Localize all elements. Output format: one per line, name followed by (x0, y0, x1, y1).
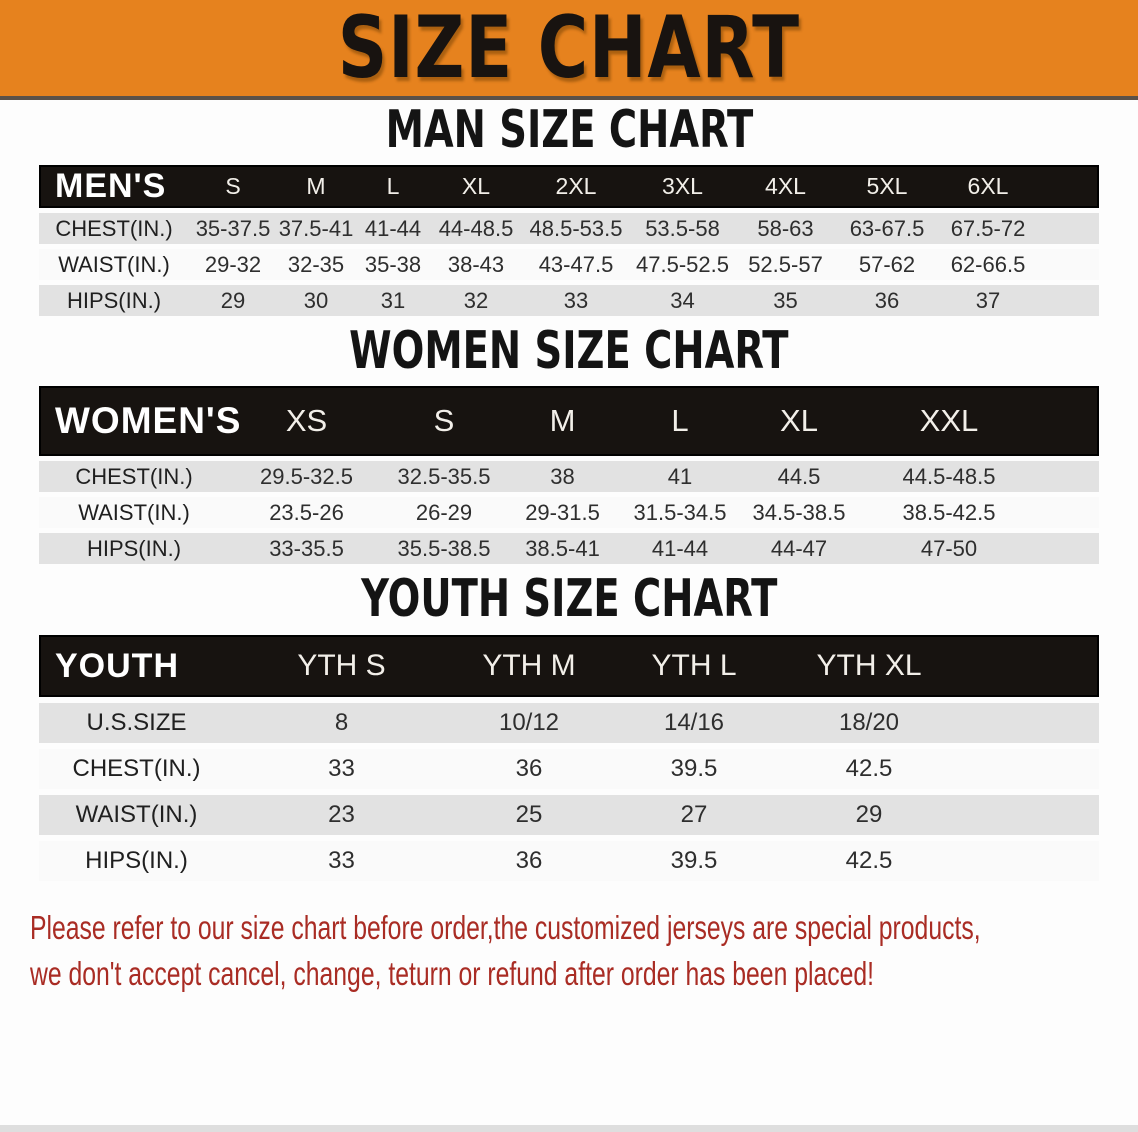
men-column-header-1: M (277, 165, 355, 208)
women-row-0-label: CHEST(IN.) (75, 463, 193, 489)
men-cell-2-7: 36 (874, 287, 900, 313)
women-column-header-spacer (1039, 386, 1099, 456)
women-table-row (39, 533, 1099, 564)
men-cell-0-2: 41-44 (364, 215, 422, 241)
youth-cell-2-spacer (959, 795, 1099, 835)
men-cell-1-2: 35-38 (364, 251, 422, 277)
youth-row-1-label: CHEST(IN.) (72, 755, 201, 782)
women-cell-1-0: 23.5-26 (269, 499, 344, 525)
youth-cell-0-spacer (959, 703, 1099, 743)
youth-table-row (39, 703, 1099, 743)
women-cell-1-4: 34.5-38.5 (752, 499, 846, 525)
men-column-header-4: 2XL (521, 165, 631, 208)
youth-header-row (39, 635, 1099, 697)
women-header-label: WOMEN'S (39, 386, 229, 456)
men-table-row (39, 285, 1099, 316)
men-cell-1-8: 62-66.5 (950, 251, 1026, 277)
youth-row-2-label: WAIST(IN.) (75, 801, 198, 828)
men-section-title-text: MAN SIZE CHART (385, 100, 753, 160)
women-cell-0-3: 41 (667, 463, 693, 489)
youth-size-table (39, 629, 1099, 887)
women-cell-0-0: 29.5-32.5 (260, 463, 353, 489)
men-row-1-label: WAIST(IN.) (58, 251, 170, 277)
youth-row-3-label: HIPS(IN.) (85, 847, 188, 874)
women-cell-2-1: 35.5-38.5 (397, 535, 491, 561)
men-row-2-label: HIPS(IN.) (66, 287, 162, 313)
order-note (30, 905, 1138, 997)
men-cell-0-0: 35-37.5 (195, 215, 271, 241)
men-cell-1-3: 38-43 (447, 251, 505, 277)
youth-column-header-spacer (959, 635, 1099, 697)
size-chart-banner (0, 0, 1138, 100)
men-cell-0-7: 63-67.5 (849, 215, 925, 241)
youth-section-title-text: YOUTH SIZE CHART (360, 569, 778, 629)
women-cell-1-1: 26-29 (415, 499, 473, 525)
men-cell-2-6: 35 (773, 287, 798, 313)
men-header-label: MEN'S (39, 165, 189, 208)
youth-section-title (0, 569, 1138, 629)
women-row-1-label: WAIST(IN.) (78, 499, 190, 525)
men-row-0-label: CHEST(IN.) (55, 215, 173, 241)
youth-cell-1-3: 42.5 (845, 755, 893, 782)
women-section-title-text: WOMEN SIZE CHART (349, 321, 789, 381)
men-column-header-0: S (189, 165, 277, 208)
men-cell-1-5: 47.5-52.5 (636, 251, 729, 277)
men-cell-1-0: 29-32 (204, 251, 262, 277)
men-cell-1-spacer (1039, 249, 1099, 280)
men-header-row (39, 165, 1099, 208)
men-cell-2-spacer (1039, 285, 1099, 316)
men-cell-0-6: 58-63 (757, 215, 814, 241)
women-column-header-3: L (621, 386, 739, 456)
youth-cell-0-0: 8 (334, 709, 349, 736)
women-header-row (39, 386, 1099, 456)
men-column-header-3: XL (431, 165, 521, 208)
men-cell-2-1: 30 (303, 287, 329, 313)
women-cell-1-5: 38.5-42.5 (902, 499, 996, 525)
youth-cell-1-1: 36 (515, 755, 543, 782)
men-cell-1-1: 32-35 (287, 251, 345, 277)
men-size-table (39, 160, 1099, 321)
youth-cell-3-1: 36 (515, 847, 543, 874)
men-cell-2-2: 31 (380, 287, 406, 313)
women-cell-1-spacer (1039, 497, 1099, 528)
men-cell-2-3: 32 (463, 287, 489, 313)
women-column-header-0: XS (229, 386, 384, 456)
youth-cell-3-0: 33 (328, 847, 355, 874)
men-cell-0-8: 67.5-72 (950, 215, 1026, 241)
men-cell-0-5: 53.5-58 (645, 215, 720, 241)
youth-cell-1-0: 33 (328, 755, 355, 782)
women-cell-0-2: 38 (550, 463, 575, 489)
men-column-header-6: 4XL (734, 165, 837, 208)
women-column-header-2: M (504, 386, 621, 456)
men-cell-2-8: 37 (975, 287, 1001, 313)
men-cell-1-7: 57-62 (858, 251, 916, 277)
youth-column-header-3: YTH XL (779, 635, 959, 697)
youth-cell-1-2: 39.5 (670, 755, 718, 782)
men-column-header-8: 6XL (937, 165, 1039, 208)
youth-cell-0-3: 18/20 (838, 709, 900, 736)
youth-column-header-0: YTH S (234, 635, 449, 697)
women-column-header-5: XXL (859, 386, 1039, 456)
women-cell-0-spacer (1039, 461, 1099, 492)
women-cell-0-4: 44.5 (777, 463, 821, 489)
men-cell-1-6: 52.5-57 (748, 251, 823, 277)
women-size-table (39, 381, 1099, 569)
men-cell-1-4: 43-47.5 (538, 251, 614, 277)
women-cell-2-0: 33-35.5 (269, 535, 344, 561)
women-column-header-4: XL (739, 386, 859, 456)
men-cell-0-4: 48.5-53.5 (529, 215, 623, 241)
men-table-row (39, 249, 1099, 280)
men-column-header-2: L (355, 165, 431, 208)
youth-cell-2-2: 27 (680, 801, 708, 828)
youth-header-label: YOUTH (39, 635, 234, 697)
men-section-title (0, 100, 1138, 160)
banner-title: SIZE CHART (337, 0, 801, 98)
women-cell-2-4: 44-47 (770, 535, 828, 561)
men-cell-2-0: 29 (220, 287, 246, 313)
youth-table-row (39, 795, 1099, 835)
women-cell-2-spacer (1039, 533, 1099, 564)
youth-table-row (39, 841, 1099, 881)
men-column-header-spacer (1039, 165, 1099, 208)
youth-row-0-label: U.S.SIZE (86, 709, 187, 736)
women-cell-2-3: 41-44 (651, 535, 709, 561)
women-cell-1-3: 31.5-34.5 (633, 499, 727, 525)
men-cell-0-3: 44-48.5 (438, 215, 514, 241)
youth-cell-3-3: 42.5 (845, 847, 893, 874)
women-cell-0-1: 32.5-35.5 (397, 463, 491, 489)
women-row-2-label: HIPS(IN.) (86, 535, 182, 561)
youth-cell-0-1: 10/12 (498, 709, 560, 736)
youth-cell-3-spacer (959, 841, 1099, 881)
men-cell-2-4: 33 (563, 287, 589, 313)
youth-cell-2-1: 25 (515, 801, 543, 828)
youth-cell-1-spacer (959, 749, 1099, 789)
men-cell-0-spacer (1039, 213, 1099, 244)
women-table-row (39, 497, 1099, 528)
women-table-row (39, 461, 1099, 492)
men-column-header-5: 3XL (631, 165, 734, 208)
order-note-line1: Please refer to our size chart before order,the customized jerseys are special products, (30, 909, 981, 946)
youth-cell-3-2: 39.5 (670, 847, 718, 874)
youth-table-row (39, 749, 1099, 789)
women-column-header-1: S (384, 386, 504, 456)
women-cell-0-5: 44.5-48.5 (902, 463, 996, 489)
men-cell-2-5: 34 (670, 287, 695, 313)
youth-cell-0-2: 14/16 (663, 709, 725, 736)
bottom-edge-strip (0, 1125, 1138, 1132)
order-note-line2: we don't accept cancel, change, teturn or refund after order has been placed! (30, 955, 875, 992)
women-cell-2-5: 47-50 (920, 535, 978, 561)
women-cell-1-2: 29-31.5 (525, 499, 600, 525)
youth-cell-2-3: 29 (855, 801, 883, 828)
youth-column-header-2: YTH L (609, 635, 779, 697)
men-cell-0-1: 37.5-41 (278, 215, 354, 241)
women-cell-2-2: 38.5-41 (525, 535, 600, 561)
women-section-title (0, 321, 1138, 381)
men-column-header-7: 5XL (837, 165, 937, 208)
youth-cell-2-0: 23 (328, 801, 355, 828)
men-table-row (39, 213, 1099, 244)
youth-column-header-1: YTH M (449, 635, 609, 697)
